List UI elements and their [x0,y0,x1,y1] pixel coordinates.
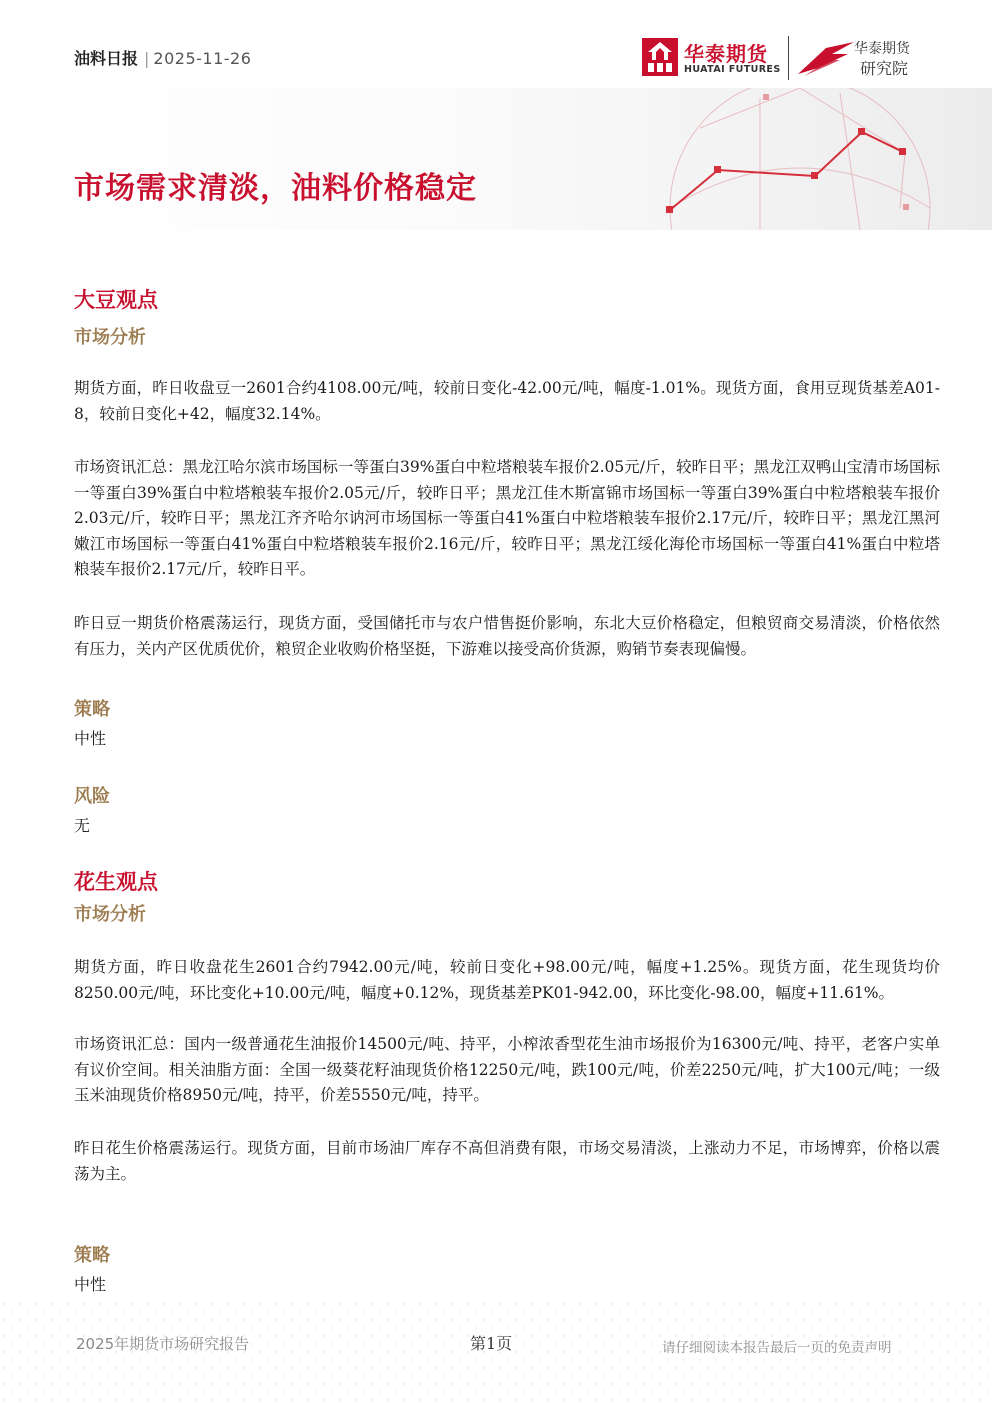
report-name: 油料日报 [74,49,139,68]
research-institute-logo [796,36,926,80]
institute-line2: 研究院 [860,59,909,78]
huatai-futures-logo [642,38,782,78]
huatai-logo-icon [642,38,678,76]
soybean-strategy-heading: 策略 [74,699,110,720]
logo-en-text: HUATAI FUTURES [684,64,781,75]
logo-divider [788,36,789,80]
soybean-futures-paragraph: 期货方面，昨日收盘豆一2601合约4108.00元/吨，较前日变化-42.00元/吨，幅度-1.01%。现货方面，食用豆现货基差A01-8，较前日变化+42，幅度32.14%。 [74,379,940,423]
soybean-risk-value: 无 [74,816,91,835]
peanut-analysis-heading: 市场分析 [74,904,146,925]
peanut-strategy-heading: 策略 [74,1245,110,1266]
peanut-strategy-value: 中性 [74,1275,107,1294]
soybean-heading: 大豆观点 [74,288,158,312]
peanut-market-news-paragraph: 市场资讯汇总：国内一级普通花生油报价14500元/吨、持平，小榨浓香型花生油市场报价为16300元/吨、持平，老客户实单有议价空间。相关油脂方面：全国一级葵花籽油现货价格12250元/吨，跌100元/吨，价差2250元/吨，扩大100元/吨；一级玉米油现货价格8950元/吨，持平，价差5550元/吨，持平。 [74,1035,940,1104]
soybean-summary-paragraph: 昨日豆一期货价格震荡运行，现货方面，受国储托市与农户惜售挺价影响，东北大豆价格稳定，但粮贸商交易清淡，价格依然有压力，关内产区优质优价，粮贸企业收购价格坚挺，下游难以接受高价货源，购销节奏表现偏慢。 [74,614,940,658]
footer-disclaimer: 请仔细阅读本报告最后一页的免责声明 [662,1340,892,1356]
peanut-summary-paragraph: 昨日花生价格震荡运行。现货方面，目前市场油厂库存不高但消费有限，市场交易清淡，上涨动力不足，市场博弈，价格以震荡为主。 [74,1139,940,1183]
footer-page-number: 第1页 [470,1334,513,1353]
soybean-risk-heading: 风险 [74,786,110,807]
header-separator: | [144,49,150,68]
peanut-futures-paragraph: 期货方面，昨日收盘花生2601合约7942.00元/吨，较前日变化+98.00元/吨，幅度+1.25%。现货方面，花生现货均价8250.00元/吨，环比变化+10.00元/吨，幅度+0.12%，现货基差PK01-942.00，环比变化-98.00，幅度+11.61%。 [74,958,940,1002]
footer-report-label: 2025年期货市场研究报告 [76,1335,250,1353]
page-title: 市场需求清淡，油料价格稳定 [74,171,477,206]
peanut-heading: 花生观点 [74,870,158,894]
soybean-strategy-value: 中性 [74,729,107,748]
institute-line1: 华泰期货 [854,41,910,57]
logo-cn-text: 华泰期货 [684,42,768,66]
header-banner-graphic [0,88,992,230]
report-date: 2025-11-26 [153,49,252,68]
soybean-market-news-paragraph: 市场资讯汇总：黑龙江哈尔滨市场国标一等蛋白39%蛋白中粒塔粮装车报价2.05元/斤，较昨日平；黑龙江双鸭山宝清市场国标一等蛋白39%蛋白中粒塔粮装车报价2.05元/斤，较昨日平；黑龙江佳木斯富锦市场国标一等蛋白39%蛋白中粒塔粮装车报价2.03元/斤，较昨日平；黑龙江齐齐哈尔讷河市场国标一等蛋白41%蛋白中粒塔粮装车报价2.17元/斤，较昨日平；黑龙江黑河嫩江市场国标一等蛋白41%蛋白中粒塔粮装车报价2.16元/斤，较昨日平；黑龙江绥化海伦市场国标一等蛋白41%蛋白中粒塔粮装车报价2.17元/斤，较昨日平。 [74,458,940,578]
institute-wing-icon [796,38,858,78]
soybean-analysis-heading: 市场分析 [74,327,146,348]
report-header-label [74,46,251,69]
